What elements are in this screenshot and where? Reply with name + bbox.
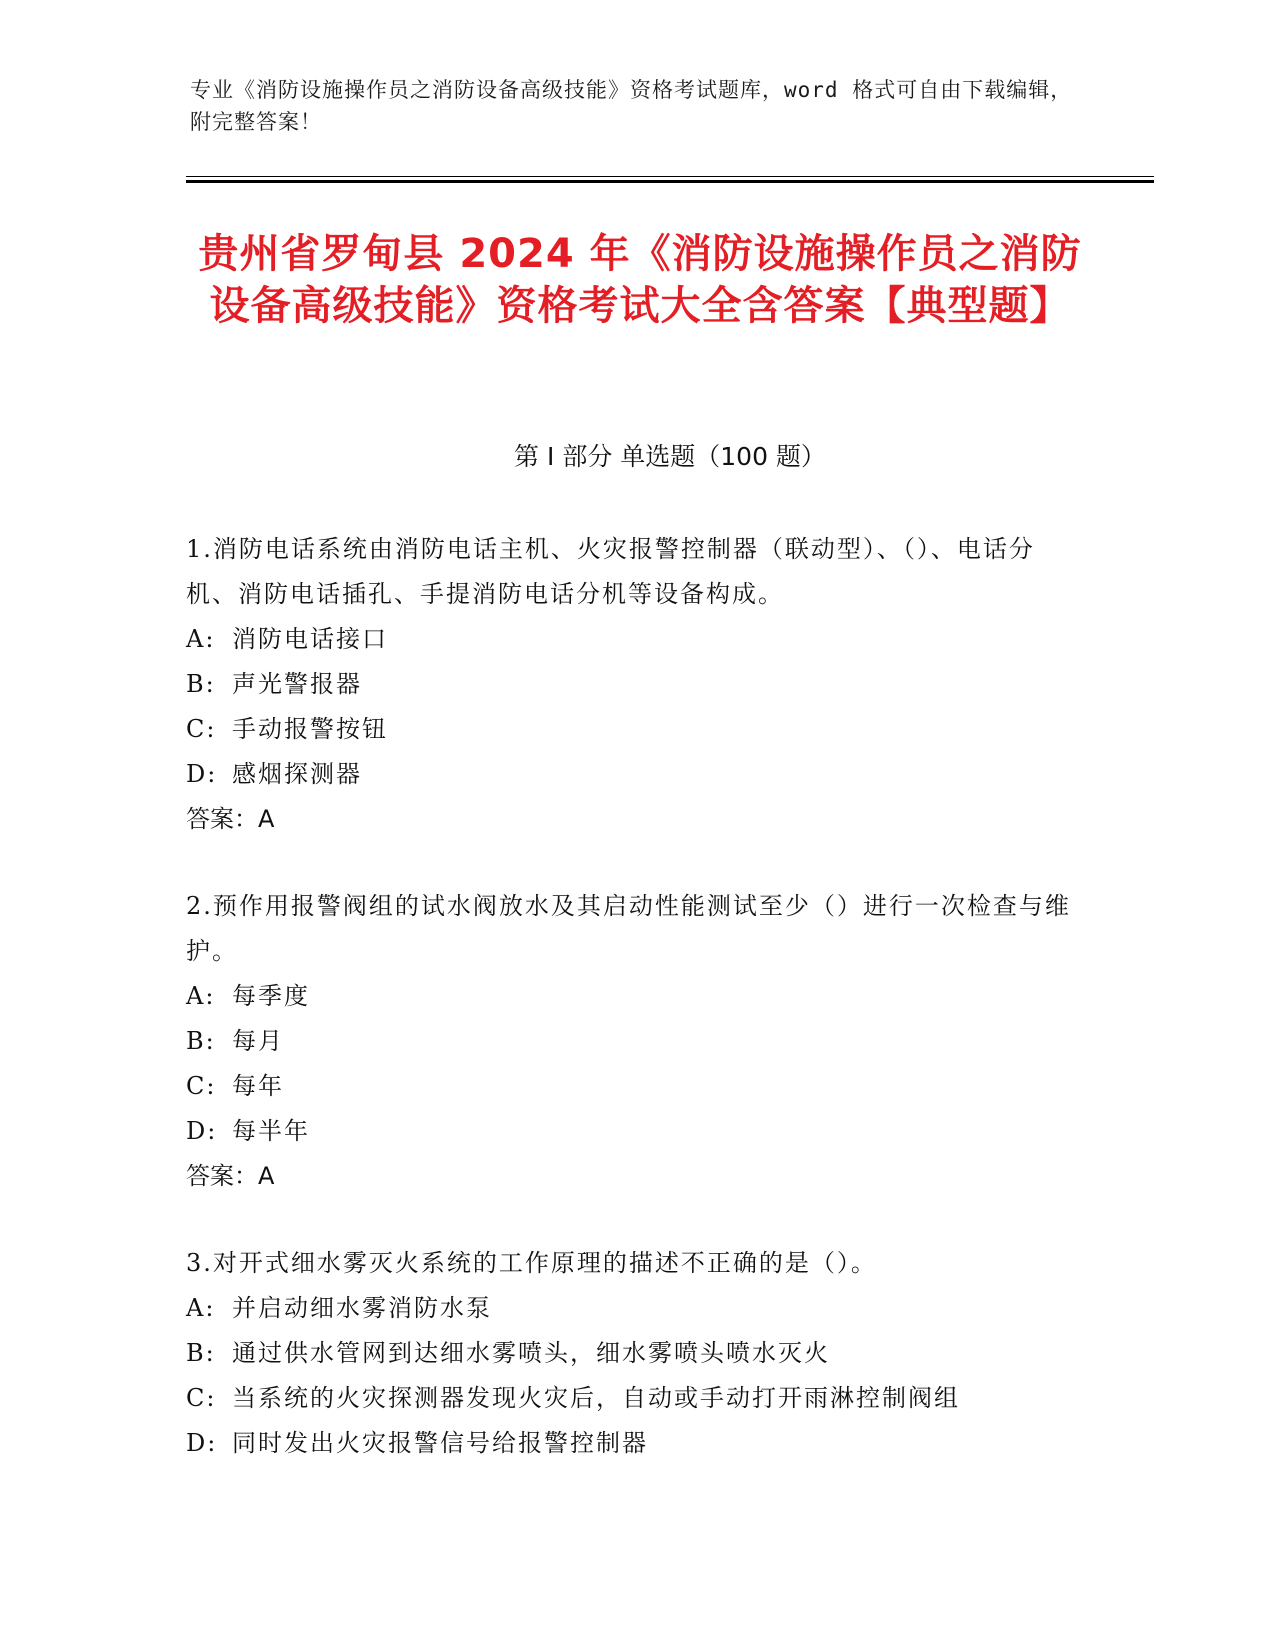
header-note: 专业《消防设施操作员之消防设备高级技能》资格考试题库，word 格式可自由下载编辑，附完整答案！ (190, 78, 1073, 134)
answer-line (186, 797, 1076, 842)
option-a (186, 974, 1076, 1019)
option-letter: A: (186, 1294, 216, 1322)
option-c (186, 1376, 1076, 1421)
option-letter: B: (186, 670, 216, 698)
question-1 (186, 527, 1076, 842)
answer-label: 答案： (186, 805, 258, 833)
answer-value: A (258, 805, 275, 833)
option-letter: A: (186, 982, 216, 1010)
option-text: 并启动细水雾消防水泵 (232, 1294, 492, 1322)
option-d (186, 752, 1076, 797)
option-text: 声光警报器 (232, 670, 362, 698)
option-letter: D: (186, 1429, 218, 1457)
option-letter: A: (186, 625, 216, 653)
option-b (186, 1331, 1076, 1376)
question-text: 1.消防电话系统由消防电话主机、火灾报警控制器（联动型）、（）、电话分机、消防电话插孔、手提消防电话分机等设备构成。 (186, 535, 1035, 608)
option-text: 手动报警按钮 (232, 715, 388, 743)
option-d (186, 1421, 1076, 1466)
option-text: 每半年 (232, 1117, 310, 1145)
option-letter: C: (186, 715, 217, 743)
question-text: 3.对开式细水雾灭火系统的工作原理的描述不正确的是（）。 (186, 1249, 877, 1277)
option-b (186, 662, 1076, 707)
option-b (186, 1019, 1076, 1064)
option-text: 每年 (232, 1072, 284, 1100)
answer-value: A (258, 1162, 275, 1190)
option-letter: B: (186, 1027, 216, 1055)
option-text: 每季度 (232, 982, 310, 1010)
header-divider-thick (186, 180, 1154, 183)
option-a (186, 1286, 1076, 1331)
option-a (186, 617, 1076, 662)
option-d (186, 1109, 1076, 1154)
option-letter: C: (186, 1384, 217, 1412)
header-divider-thin (186, 176, 1154, 177)
option-text: 感烟探测器 (232, 760, 362, 788)
question-3 (186, 1241, 1076, 1466)
option-text: 同时发出火灾报警信号给报警控制器 (232, 1429, 648, 1457)
document-title: 贵州省罗甸县 2024 年《消防设施操作员之消防设备高级技能》资格考试大全含答案【典型题】 (198, 231, 1082, 329)
section-title: 第 I 部分 单选题（100 题） (514, 442, 826, 471)
answer-label: 答案： (186, 1162, 258, 1190)
option-letter: D: (186, 760, 218, 788)
option-letter: C: (186, 1072, 217, 1100)
question-list (186, 527, 1076, 1508)
option-text: 通过供水管网到达细水雾喷头，细水雾喷头喷水灭火 (232, 1339, 830, 1367)
option-c (186, 707, 1076, 752)
option-text: 当系统的火灾探测器发现火灾后，自动或手动打开雨淋控制阀组 (232, 1384, 960, 1412)
option-text: 每月 (232, 1027, 284, 1055)
option-c (186, 1064, 1076, 1109)
answer-line (186, 1154, 1076, 1199)
option-letter: D: (186, 1117, 218, 1145)
option-text: 消防电话接口 (232, 625, 388, 653)
question-text: 2.预作用报警阀组的试水阀放水及其启动性能测试至少（）进行一次检查与维护。 (186, 892, 1071, 965)
question-2 (186, 884, 1076, 1199)
option-letter: B: (186, 1339, 216, 1367)
